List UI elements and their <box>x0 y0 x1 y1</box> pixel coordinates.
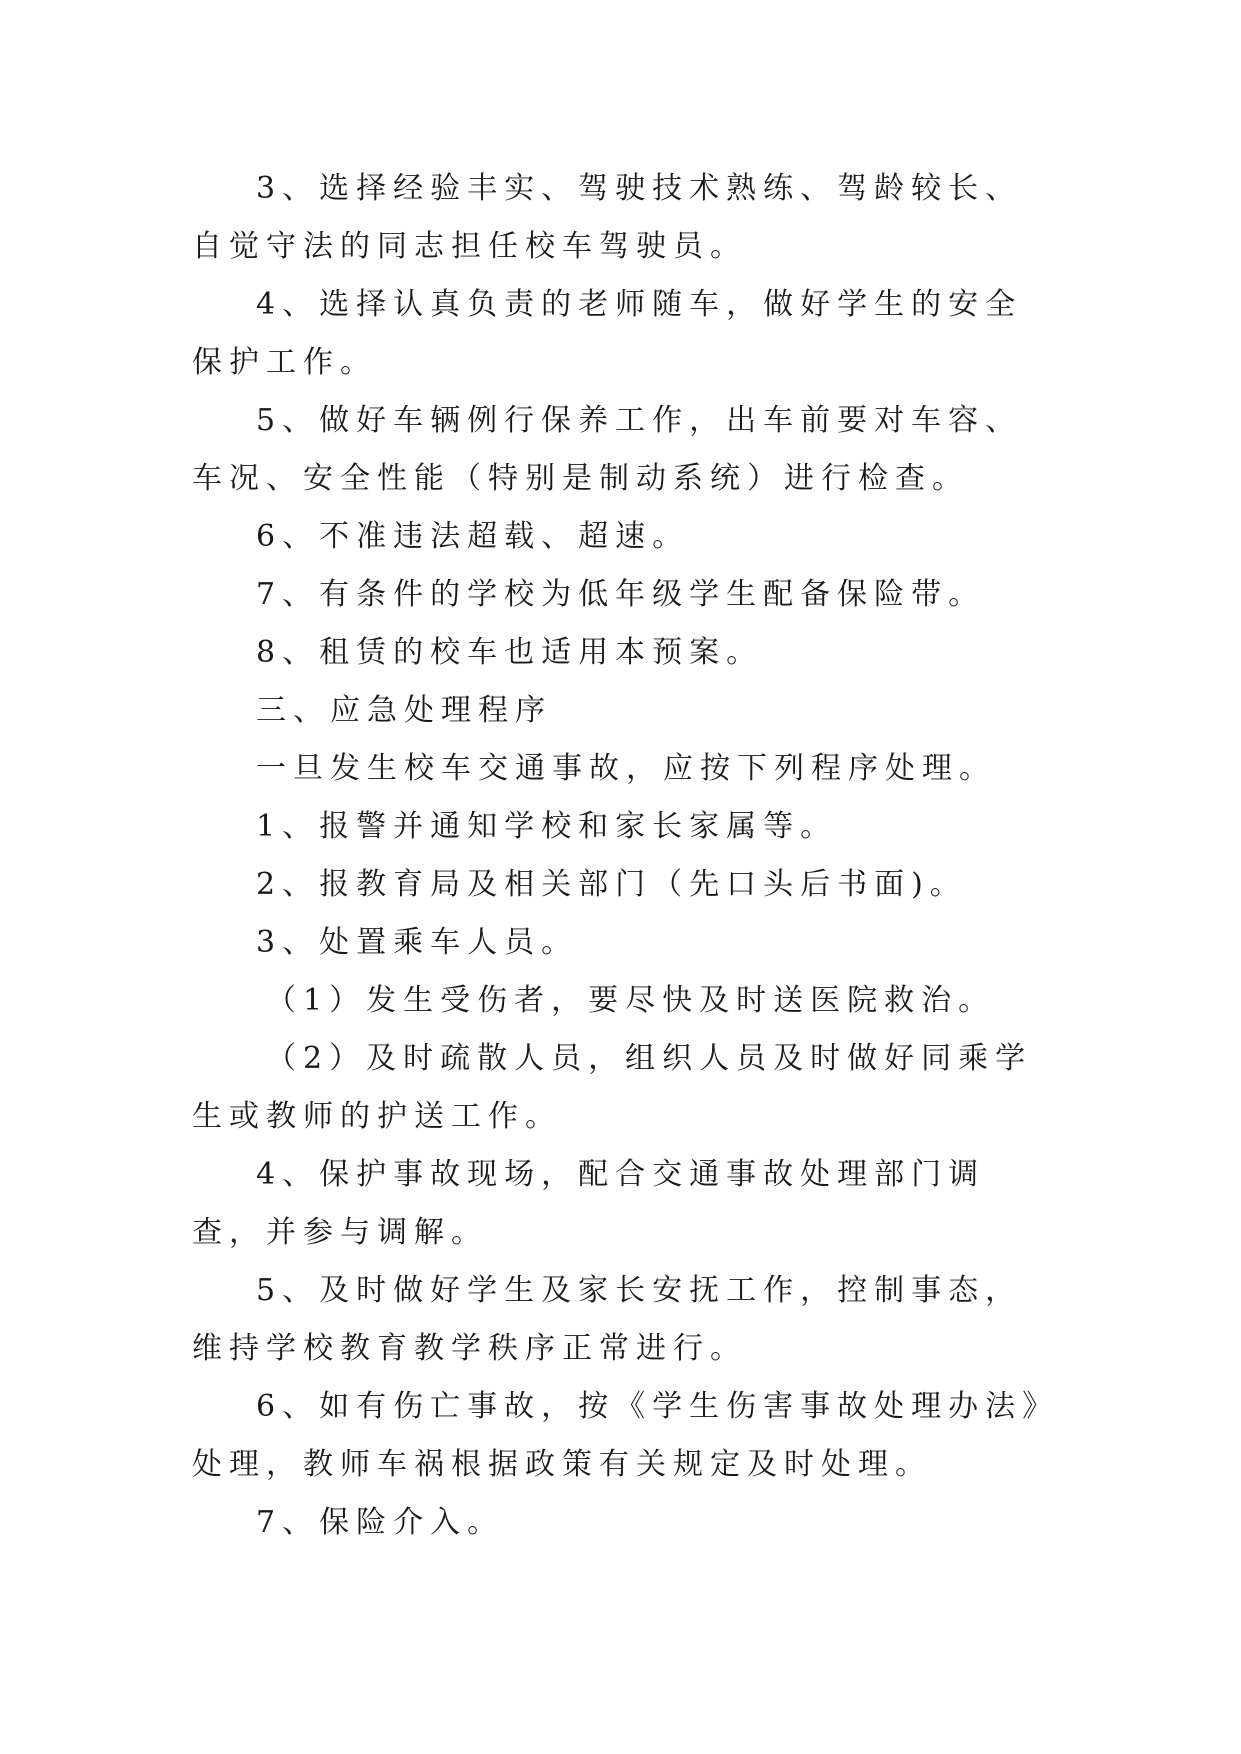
paragraph-insurance: 7、保险介入。 <box>256 1505 505 1540</box>
paragraph-rented-bus: 8、租赁的校车也适用本预案。 <box>256 635 764 670</box>
document-body <box>192 160 1052 1552</box>
paragraph-injured-treatment: （1）发生受伤者，要尽快及时送医院救治。 <box>266 983 996 1018</box>
paragraph-comfort-parents: 5、及时做好学生及家长安抚工作，控制事态，维持学校教育教学秩序正常进行。 <box>192 1273 1023 1366</box>
paragraph-evacuate: （2）及时疏散人员，组织人员及时做好同乘学生或教师的护送工作。 <box>192 1041 1033 1134</box>
paragraph-report-police: 1、报警并通知学校和家长家属等。 <box>256 809 838 844</box>
paragraph-teacher-escort: 4、选择认真负责的老师随车，做好学生的安全保护工作。 <box>192 287 1023 380</box>
paragraph-report-bureau: 2、报教育局及相关部门（先口头后书面)。 <box>256 867 967 902</box>
paragraph-vehicle-maintenance: 5、做好车辆例行保养工作，出车前要对车容、车况、安全性能（特别是制动系统）进行检查。 <box>192 403 1023 496</box>
paragraph-protect-scene: 4、保护事故现场，配合交通事故处理部门调查，并参与调解。 <box>192 1157 986 1250</box>
paragraph-no-overload: 6、不准违法超载、超速。 <box>256 519 690 554</box>
paragraph-procedure-intro: 一旦发生校车交通事故，应按下列程序处理。 <box>256 751 996 786</box>
section-heading-emergency: 三、应急处理程序 <box>256 693 552 728</box>
paragraph-driver-selection: 3、选择经验丰实、驾驶技术熟练、驾龄较长、自觉守法的同志担任校车驾驶员。 <box>192 171 1023 264</box>
paragraph-handle-passengers: 3、处置乘车人员。 <box>256 925 579 960</box>
paragraph-casualty-handling: 6、如有伤亡事故，按《学生伤害事故处理办法》处理，教师车祸根据政策有关规定及时处理。 <box>192 1389 1045 1482</box>
paragraph-seat-belts: 7、有条件的学校为低年级学生配备保险带。 <box>256 577 986 612</box>
